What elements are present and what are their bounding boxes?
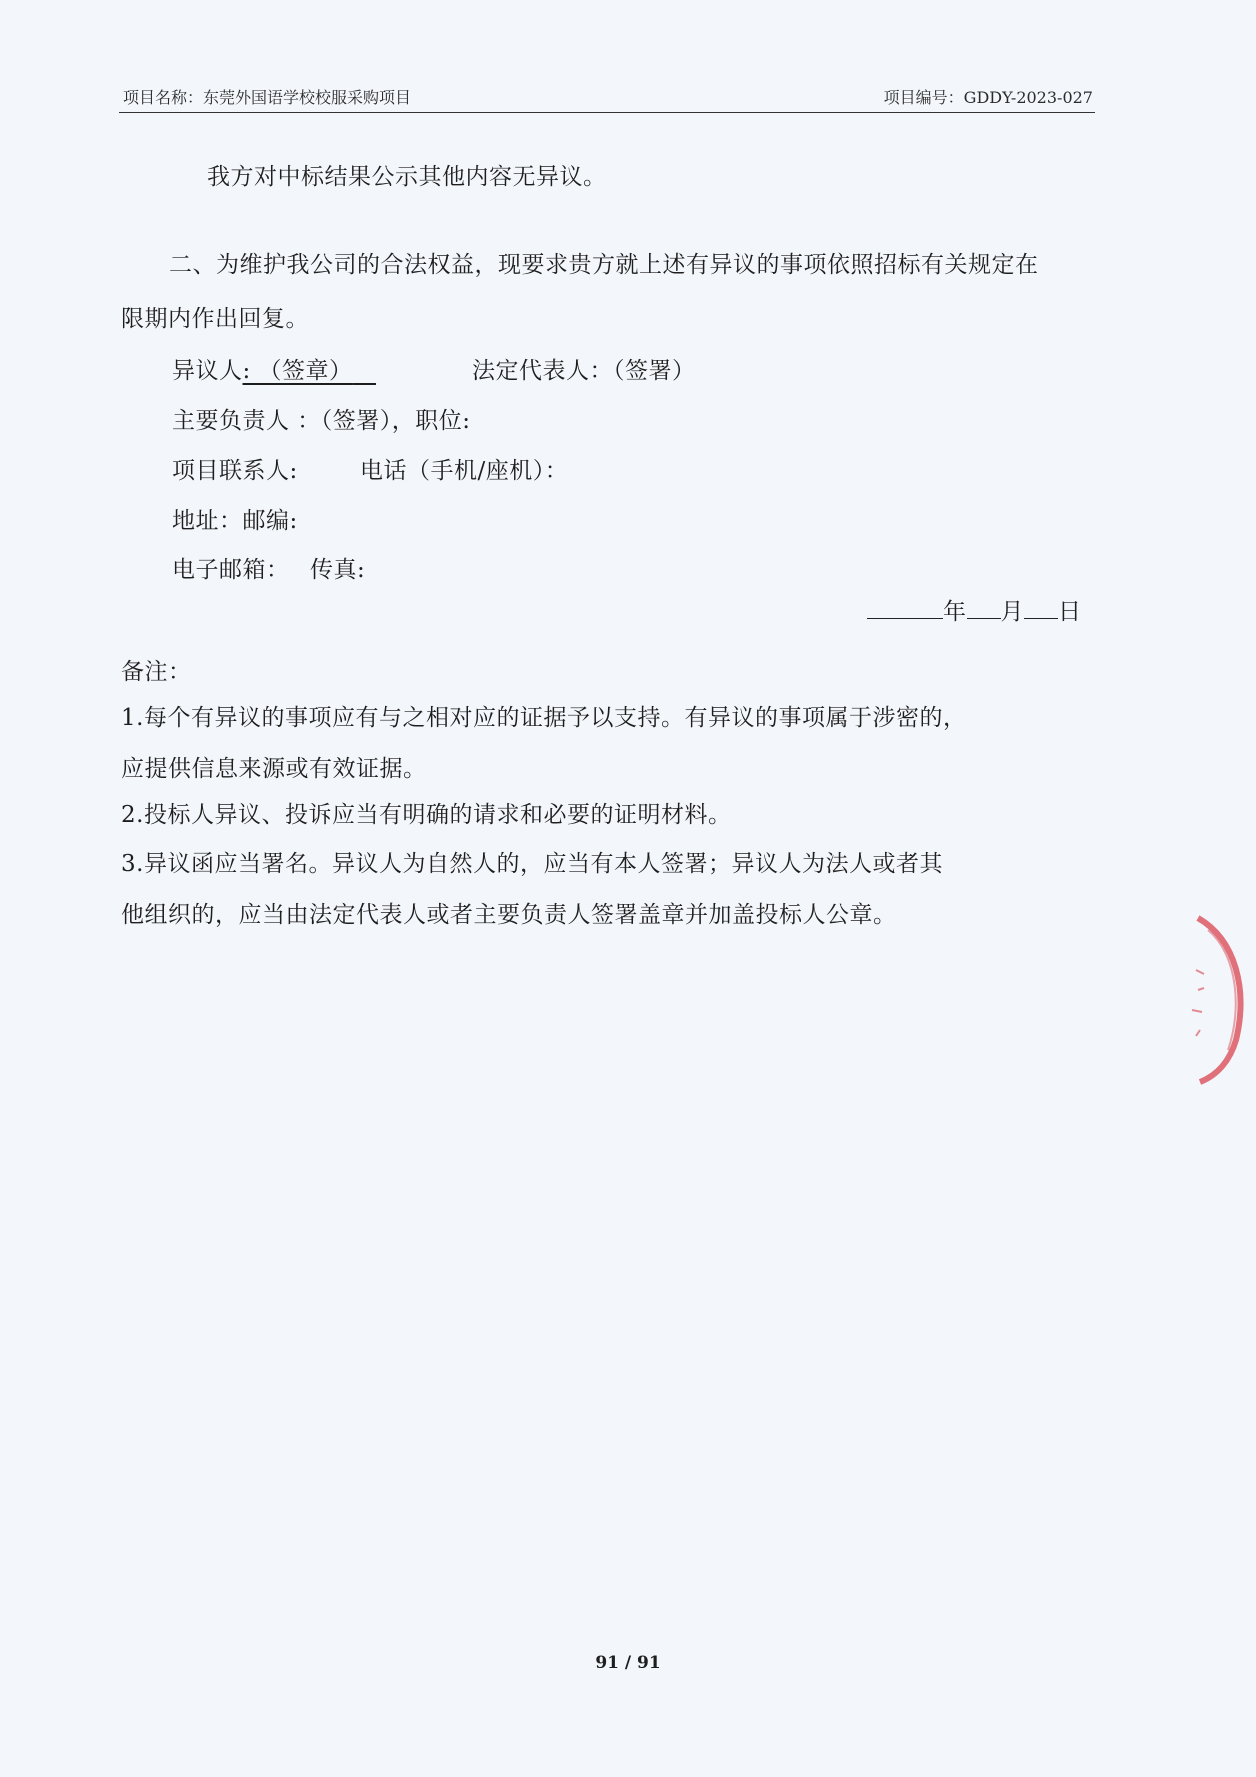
note-3-line2: 他组织的，应当由法定代表人或者主要负责人签署盖章并加盖投标人公章。 [121,902,897,928]
month-blank [967,596,1001,619]
note-2: 2.投标人异议、投诉应当有明确的请求和必要的证明材料。 [121,802,732,828]
page-number: 91 / 91 [595,1653,661,1673]
note-1-line1: 1.每个有异议的事项应有与之相对应的证据予以支持。有异议的事项属于涉密的， [121,705,967,731]
objector-field [172,356,376,386]
year-label: 年 [943,599,967,625]
address-field: 地址：邮编: [172,508,298,534]
legal-representative-field: 法定代表人：（签署） [472,358,696,384]
header-project-name: 项目名称：东莞外国语学校校服采购项目 [123,88,412,107]
day-label: 日 [1058,599,1082,625]
request-paragraph-line1: 二、为维护我公司的合法权益，现要求贵方就上述有异议的事项依照招标有关规定在 [169,252,1039,278]
no-objection-line: 我方对中标结果公示其他内容无异议。 [207,164,607,190]
note-3-line1: 3.异议函应当署名。异议人为自然人的，应当有本人签署；异议人为法人或者其 [121,851,943,877]
year-blank [867,596,943,619]
request-paragraph-line2: 限期内作出回复。 [121,306,309,332]
email-field: 电子邮箱： [172,557,290,583]
note-1-line2: 应提供信息来源或有效证据。 [121,756,427,782]
header-project-code: 项目编号：GDDY-2023-027 [883,88,1093,107]
project-contact-field: 项目联系人: [172,458,298,484]
red-seal-stamp [1178,910,1256,1090]
day-blank [1024,596,1058,619]
objector-signature-field: : （签章） [242,358,353,384]
header-rule [119,112,1095,113]
phone-field: 电话（手机/座机）： [360,458,569,484]
principal-field: 主要负责人 ：（签署），职位: [172,408,471,434]
notes-title: 备注： [121,659,192,685]
fax-field: 传真: [310,557,366,583]
date-line [867,596,1082,627]
objector-label: 异议人 [172,358,243,384]
month-label: 月 [1000,599,1024,625]
